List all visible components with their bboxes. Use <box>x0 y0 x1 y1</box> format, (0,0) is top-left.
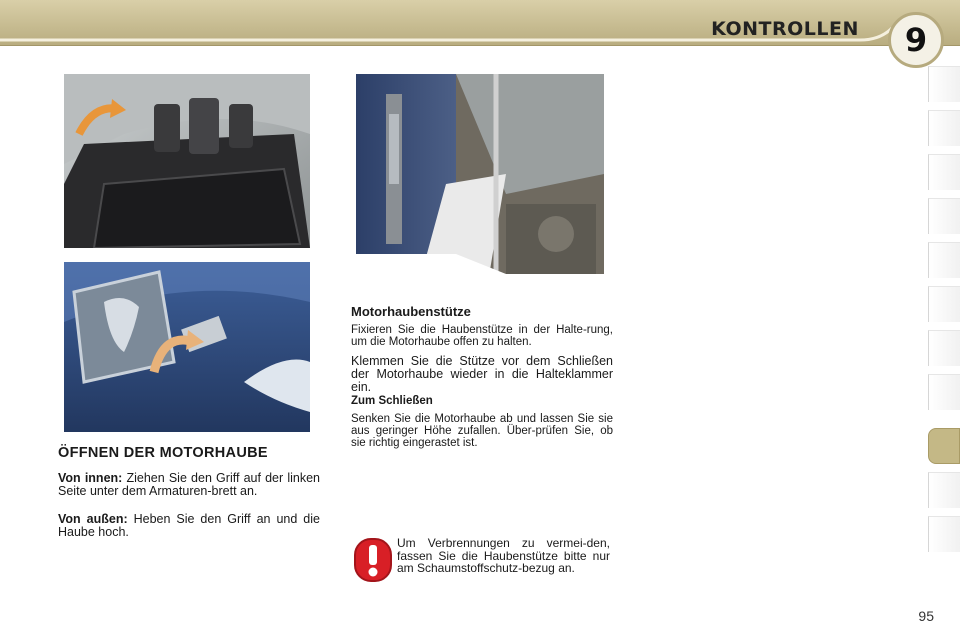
photo-interior-hood-release <box>64 74 310 248</box>
chapter-tab[interactable] <box>928 286 960 322</box>
text-outside: Heben Sie den Griff an und die Haube hoch. <box>58 512 320 539</box>
section-title-hood-strut: Motorhaubenstütze <box>351 304 471 319</box>
lead-inside: Von innen: <box>58 471 123 485</box>
chapter-tab-strip <box>928 66 960 572</box>
photo-hood-strut <box>356 74 604 294</box>
instruction-inside <box>58 472 320 498</box>
closing-instruction: Senken Sie die Motorhaube ab und lassen Sie sie aus geringer Höhe zufallen. Über-prüfen Sie, ob sie richtig eingerastet ist. <box>351 413 613 449</box>
text-inside: Ziehen Sie den Griff auf der linken Seite unter dem Armaturen-brett an. <box>58 471 320 498</box>
strut-instruction-2: Klemmen Sie die Stütze vor dem Schließen der Motorhaube wieder in die Halteklammer ein. <box>351 354 613 394</box>
chapter-tab[interactable] <box>928 516 960 552</box>
page-number: 95 <box>918 608 934 624</box>
chapter-tab[interactable] <box>928 110 960 146</box>
photo-exterior-hood-catch <box>64 262 310 432</box>
exclamation-warning-icon <box>354 538 392 582</box>
chapter-tab[interactable] <box>928 374 960 410</box>
section-title-closing: Zum Schließen <box>351 395 433 407</box>
chapter-tab[interactable] <box>928 198 960 234</box>
chapter-tab[interactable] <box>928 242 960 278</box>
instruction-outside <box>58 513 320 539</box>
chapter-tab-active[interactable] <box>928 428 960 464</box>
chapter-tab[interactable] <box>928 154 960 190</box>
strut-instruction-1: Fixieren Sie die Haubenstütze in der Halte-rung, um die Motorhaube offen zu halten. <box>351 324 613 348</box>
section-title-opening-hood: ÖFFNEN DER MOTORHAUBE <box>58 445 268 461</box>
chapter-tab[interactable] <box>928 330 960 366</box>
chapter-number-badge: 9 <box>888 12 944 68</box>
chapter-title: KONTROLLEN <box>711 18 859 40</box>
warning-text: Um Verbrennungen zu vermei-den, fassen Sie die Haubenstütze bitte nur am Schaumstoffschutz-bezug an. <box>397 536 610 575</box>
chapter-tab[interactable] <box>928 66 960 102</box>
chapter-tab[interactable] <box>928 472 960 508</box>
lead-outside: Von außen: <box>58 512 128 526</box>
